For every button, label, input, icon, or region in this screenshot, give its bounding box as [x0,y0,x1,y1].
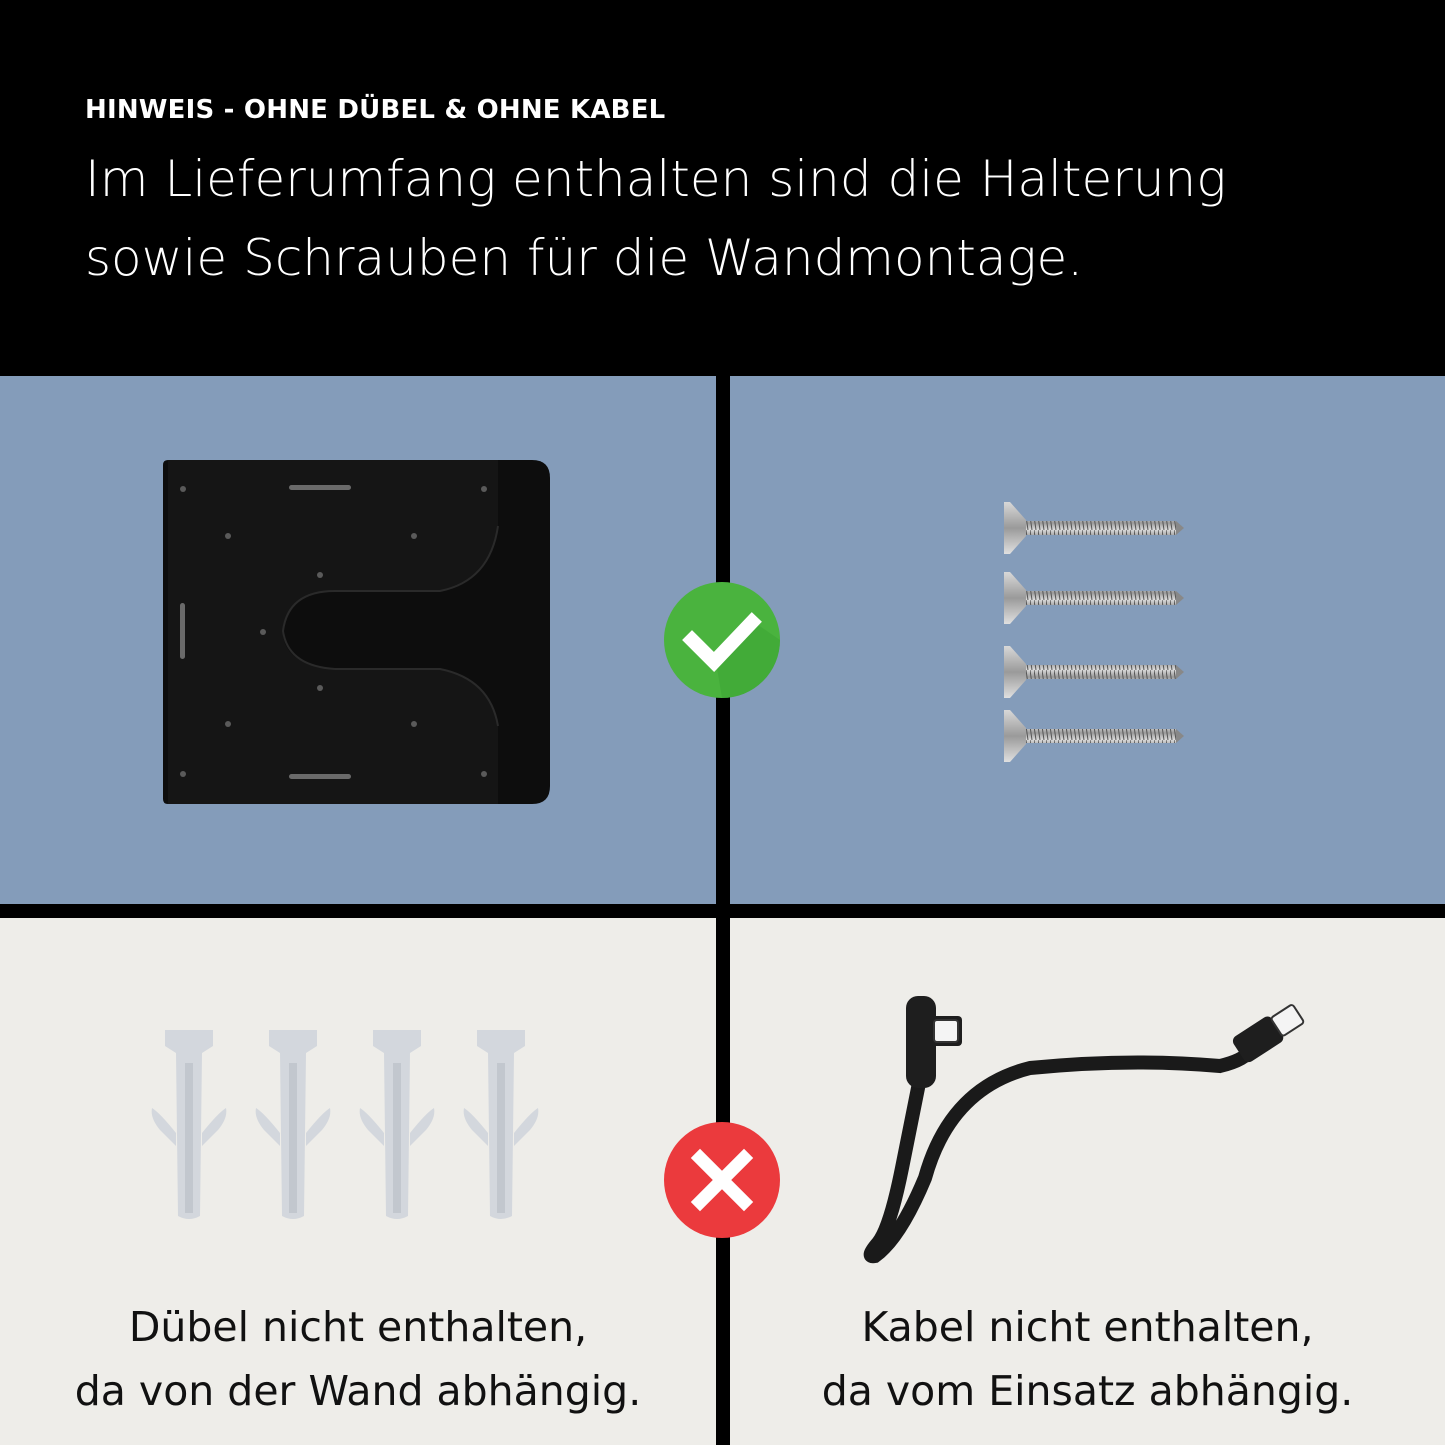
screw-2 [1004,572,1184,624]
panel-dowels [0,918,716,1445]
wall-plug-3 [360,1030,435,1219]
panel-screws [730,376,1445,904]
notice-label: HINWEIS - OHNE DÜBEL & OHNE KABEL [85,95,666,125]
dowels-caption [0,1295,716,1423]
screw-3 [1004,646,1184,698]
screw-4 [1004,710,1184,762]
mounting-bracket-image [0,376,716,904]
screws-image [730,376,1445,904]
dowels-caption-line-1: Dübel nicht enthalten, [128,1303,588,1351]
cable-caption [730,1295,1445,1423]
cable-caption-line-1: Kabel nicht enthalten, [861,1303,1314,1351]
headline-line-2: sowie Schrauben für die Wandmontage. [85,229,1084,287]
headline [85,140,1385,298]
usb-c-cable-image [730,918,1445,1298]
included-badge [664,582,780,698]
header [0,0,1445,376]
cable-caption-line-2: da vom Einsatz abhängig. [821,1367,1354,1415]
excluded-badge [664,1122,780,1238]
screw-1 [1004,502,1184,554]
checkmark-icon [664,582,780,698]
headline-line-1: Im Lieferumfang enthalten sind die Halterung [85,150,1227,208]
panel-bracket [0,376,716,904]
wall-plug-1 [152,1030,227,1219]
cross-icon [664,1122,780,1238]
panel-cable [730,918,1445,1445]
wall-plug-2 [256,1030,331,1219]
wall-plugs-image [0,918,716,1298]
dowels-caption-line-2: da von der Wand abhängig. [74,1367,642,1415]
wall-plug-4 [464,1030,539,1219]
